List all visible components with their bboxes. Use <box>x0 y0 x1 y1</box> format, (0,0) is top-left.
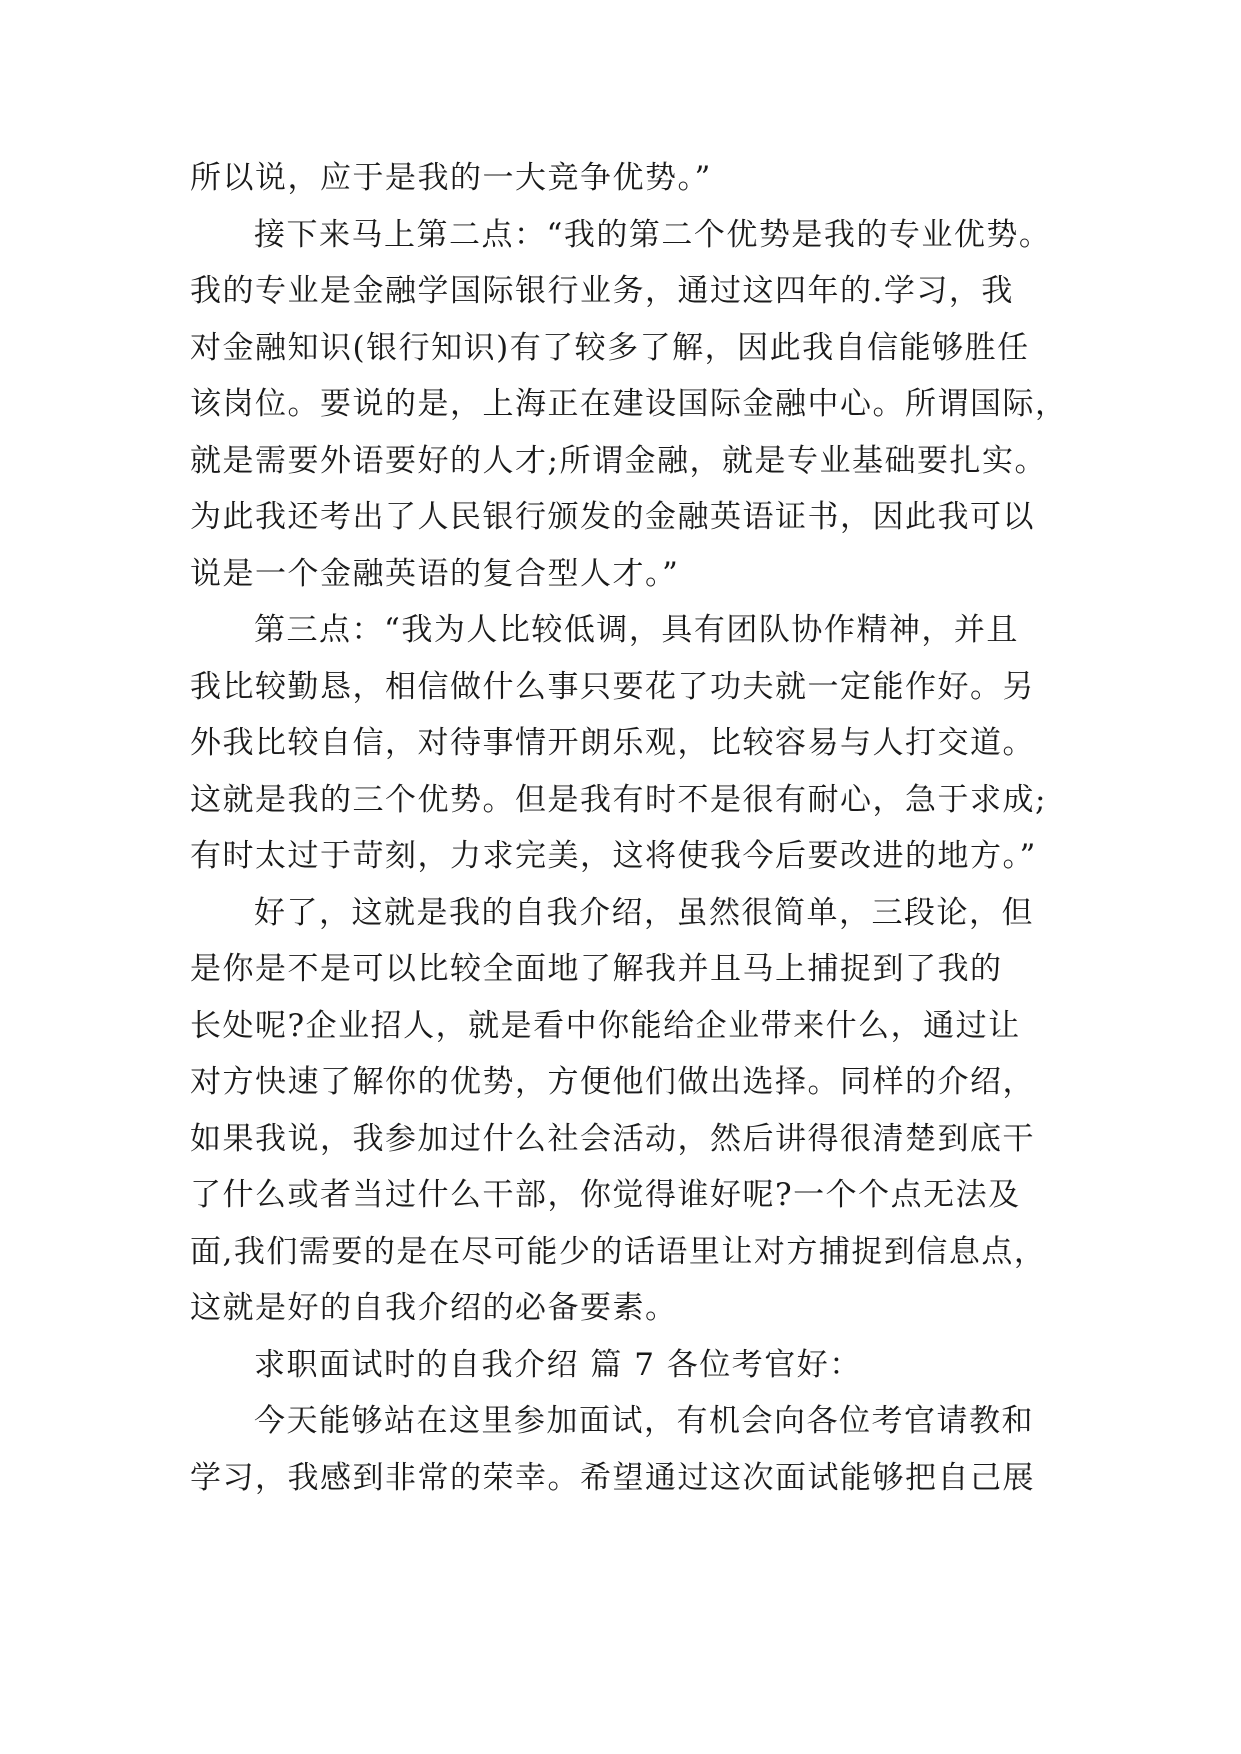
text-line: 这就是我的三个优势。但是我有时不是很有耐心，急于求成; <box>190 781 1047 818</box>
text-line: 外我比较自信，对待事情开朗乐观，比较容易与人打交道。 <box>190 725 1035 761</box>
text-line: 所以说，应于是我的一大竞争优势。” <box>190 160 712 196</box>
text-line: 我比较勤恳，相信做什么事只要花了功夫就一定能作好。另 <box>190 668 1035 705</box>
text-line: 对方快速了解你的优势，方便他们做出选择。同样的介绍， <box>190 1064 1035 1100</box>
text-line: 如果我说，我参加过什么社会活动，然后讲得很清楚到底干 <box>190 1120 1035 1157</box>
text-line: 了什么或者当过什么干部，你觉得谁好呢?一个个点无法及 <box>190 1177 1021 1213</box>
text-line: 长处呢?企业招人，就是看中你能给企业带来什么，通过让 <box>190 1007 1021 1044</box>
text-line: 接下来马上第二点：“我的第二个优势是我的专业优势。 <box>254 216 1052 253</box>
text-line: 学习，我感到非常的荣幸。希望通过这次面试能够把自己展 <box>190 1459 1035 1496</box>
text-line: 说是一个金融英语的复合型人才。” <box>190 555 680 592</box>
text-line: 这就是好的自我介绍的必备要素。 <box>190 1290 678 1326</box>
text-line: 今天能够站在这里参加面试，有机会向各位考官请教和 <box>254 1403 1034 1439</box>
text-line: 就是需要外语要好的人才;所谓金融，就是专业基础要扎实。 <box>190 442 1047 479</box>
text-line: 面,我们需要的是在尽可能少的话语里让对方捕捉到信息点， <box>190 1233 1047 1270</box>
text-line: 好了，这就是我的自我介绍，虽然很简单，三段论，但 <box>254 894 1034 931</box>
text-line: 是你是不是可以比较全面地了解我并且马上捕捉到了我的 <box>190 951 1003 987</box>
text-line: 该岗位。要说的是，上海正在建设国际金融中心。所谓国际， <box>190 386 1068 422</box>
text-line: 我的专业是金融学国际银行业务，通过这四年的.学习，我 <box>190 273 1014 309</box>
text-line: 对金融知识(银行知识)有了较多了解，因此我自信能够胜任 <box>190 329 1030 366</box>
text-line: 第三点：“我为人比较低调，具有团队协作精神，并且 <box>254 612 1019 648</box>
text-line: 有时太过于苛刻，力求完美，这将使我今后要改进的地方。” <box>190 838 1037 874</box>
section-heading: 求职面试时的自我介绍 篇 7 各位考官好： <box>254 1346 862 1383</box>
text-line: 为此我还考出了人民银行颁发的金融英语证书，因此我可以 <box>190 499 1035 535</box>
body-text <box>190 150 1070 1506</box>
